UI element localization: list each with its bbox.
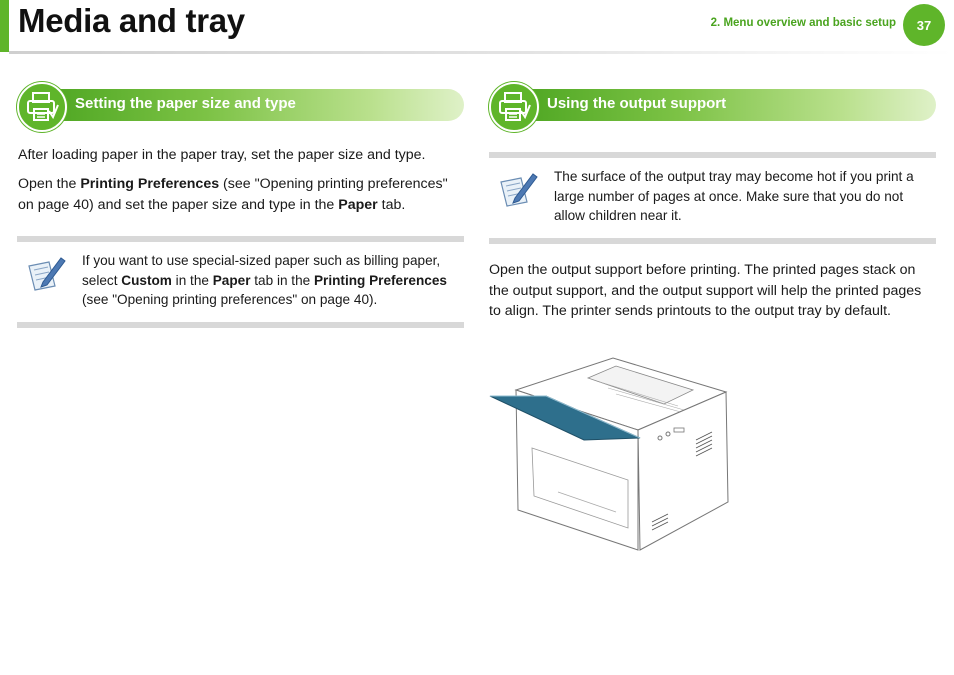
page-title: Media and tray [18, 2, 245, 39]
section-header-output-support [489, 82, 936, 118]
note-text-custom-paper: If you want to use special-sized paper such as billing paper, select Custom in the Paper tab in the Printing Preferences (see "Opening printing preferences" on page 40). [82, 253, 447, 307]
paragraph-open-preferences: Open the Printing Preferences (see "Opening printing preferences" on page 40) and set the paper size and type in the Paper tab. [18, 176, 448, 213]
note-pencil-icon [497, 170, 539, 215]
note-text-hot-surface: The surface of the output tray may become hot if you print a large number of pages at once. Make sure that you do not allow children near it. [554, 169, 914, 223]
printer-output-support-illustration [488, 352, 738, 557]
paragraph-output-support: Open the output support before printing. The printed pages stack on the output support, and the output support will help the printed pages to align. The printer sends printouts to the output tray by default. [489, 262, 922, 319]
note-box-hot-surface [489, 152, 936, 244]
title-divider [9, 51, 954, 54]
section-title: Using the output support [547, 95, 727, 112]
printer-icon [17, 82, 67, 132]
note-pencil-icon [25, 254, 67, 299]
title-accent-bar [0, 0, 9, 52]
section-title: Setting the paper size and type [75, 95, 296, 112]
paragraph-intro: After loading paper in the paper tray, set the paper size and type. [18, 147, 426, 163]
page-number-badge: 37 [903, 4, 945, 46]
chapter-breadcrumb: 2. Menu overview and basic setup [710, 17, 896, 29]
printer-icon [489, 82, 539, 132]
section-header-paper-size [17, 82, 464, 118]
note-box-custom-paper [17, 236, 464, 328]
